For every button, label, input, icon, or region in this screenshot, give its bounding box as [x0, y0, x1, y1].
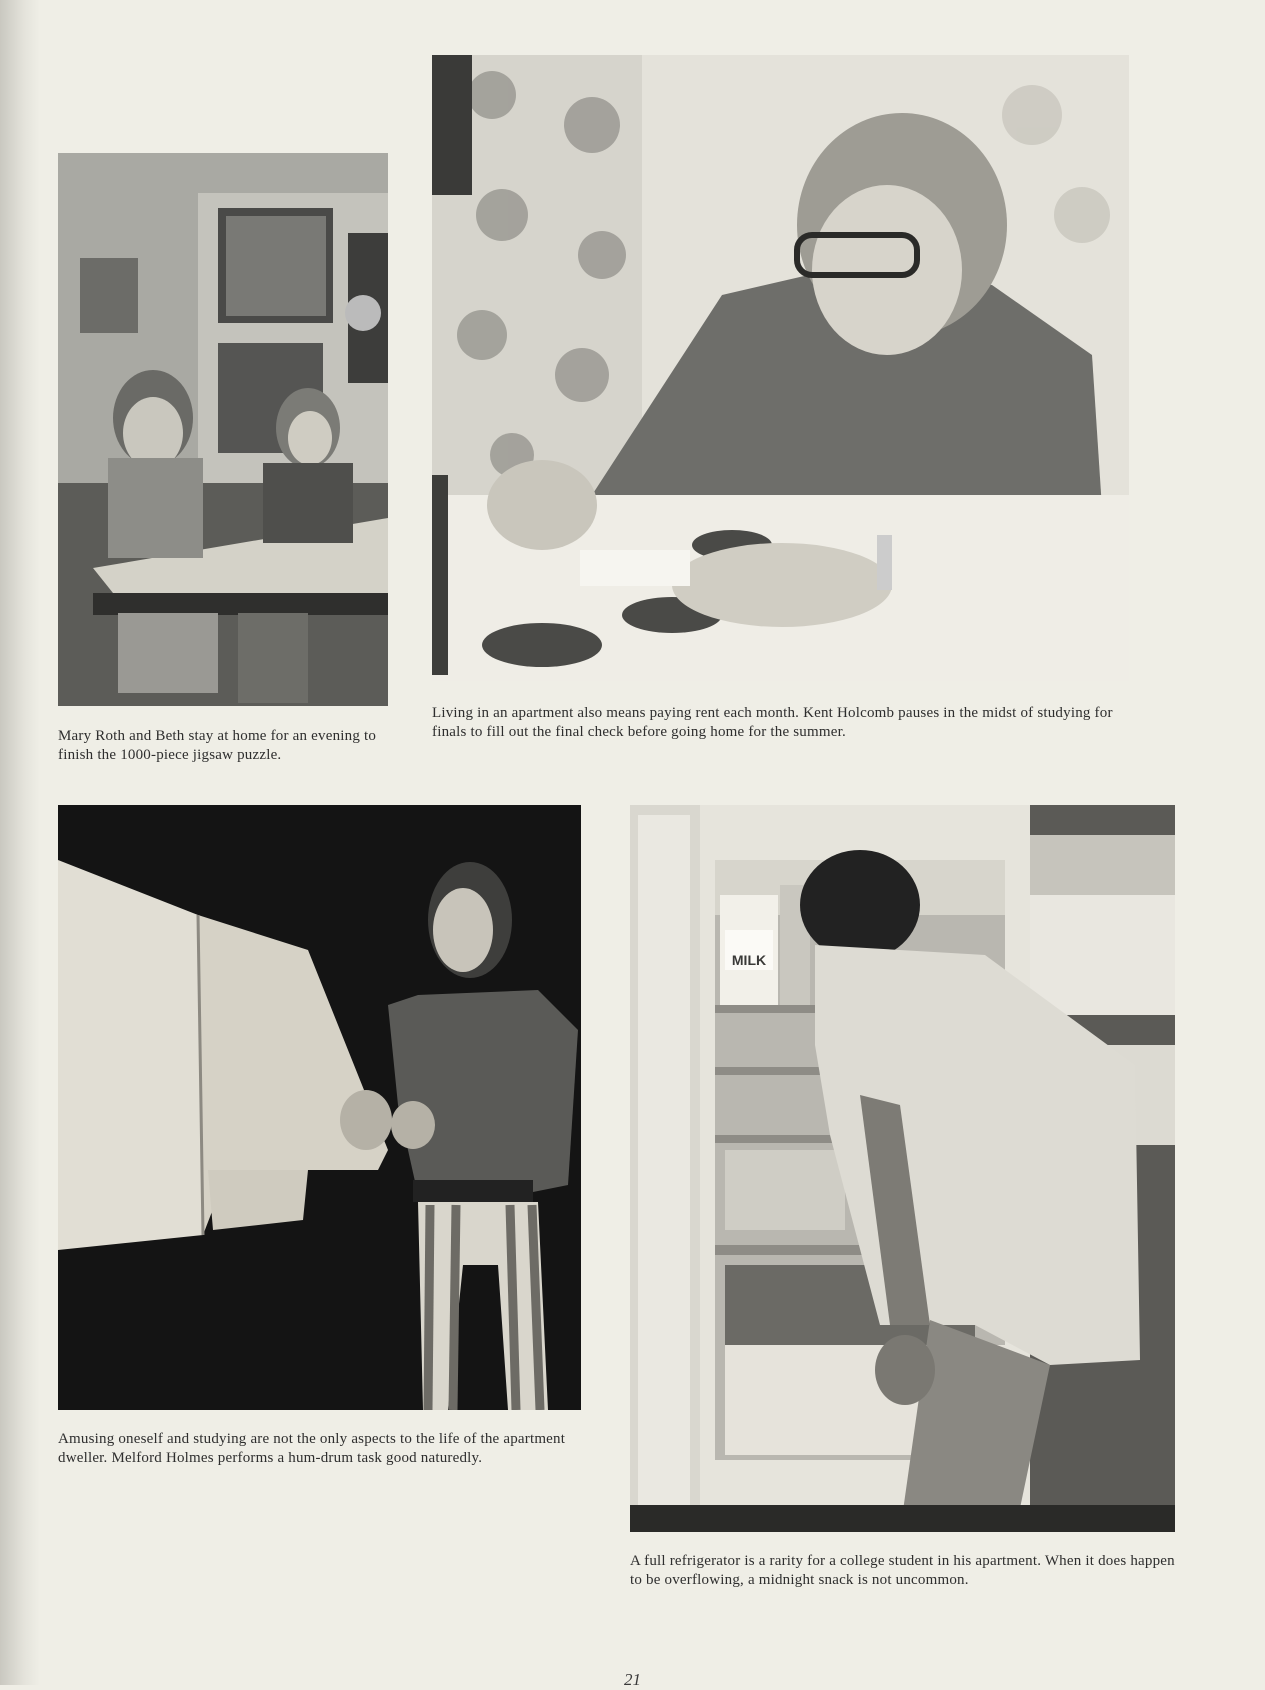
milk-carton-label: MILK [731, 952, 767, 968]
photo-refrigerator [630, 805, 1175, 1532]
caption-refrigerator: A full refrigerator is a rarity for a college student in his apartment. When it does happen to be overflowing, a midnight snack is not uncommon. [630, 1553, 1175, 1588]
photo-writing-check [432, 55, 1129, 681]
page-gutter-shadow [0, 0, 40, 1685]
photo-jigsaw-puzzle [58, 153, 388, 706]
photo-hanging-curtains [58, 805, 581, 1410]
caption-writing-check: Living in an apartment also means paying rent each month. Kent Holcomb pauses in the midst of studying for finals to fill out the final check before going home for the summer. [432, 705, 1113, 740]
page-number: 21 [624, 1670, 641, 1689]
caption-hanging-curtains: Amusing oneself and studying are not the only aspects to the life of the apartment dweller. Melford Holmes performs a hum-drum task good naturedly. [58, 1431, 566, 1466]
caption-jigsaw-puzzle: Mary Roth and Beth stay at home for an evening to finish the 1000-piece jigsaw puzzle. [58, 728, 377, 763]
photo-hanging-curtains-image [58, 805, 581, 1410]
photo-jigsaw-puzzle-image [58, 153, 388, 706]
photo-writing-check-image [432, 55, 1129, 681]
photo-refrigerator-image [630, 805, 1175, 1532]
